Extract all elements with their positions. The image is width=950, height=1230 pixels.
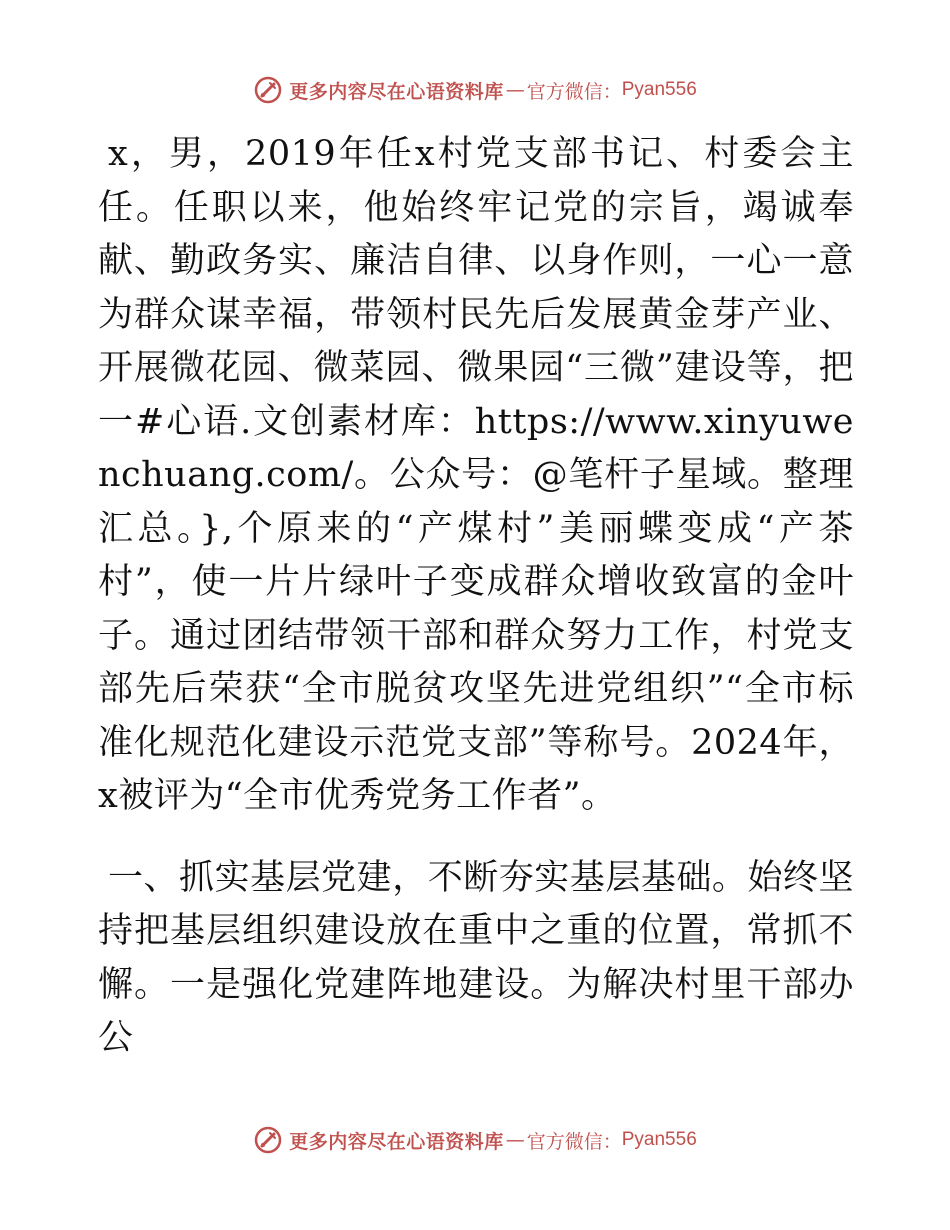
seal-logo-icon xyxy=(253,75,283,105)
paragraph-intro: x，男，2019年任x村党支部书记、村委会主任。任职以来，他始终牢记党的宗旨，竭诚奉献、勤政务实、廉洁自律、以身作则，一心一意为群众谋幸福，带领村民先后发展黄金芽产业、开展微花园、微菜园、微果园“三微”建设等，把一#心语.文创素材库：https://www.xinyuwenchuang.com/。公众号：@笔杆子星域。整理汇总。},个原来的“产煤村”美丽蝶变成“产茶村”，使一片片绿叶子变成群众增收致富的金叶子。通过团结带领干部和群众努力工作，村党支部先后荣获“全市脱贫攻坚先进党组织”“全市标准化规范化建设示范党支部”等称号。2024年，x被评为“全市优秀党务工作者”。 xyxy=(98,134,854,816)
banner-contact-handle: Pyan556 xyxy=(621,79,697,100)
footer-banner xyxy=(0,1120,950,1160)
banner-contact-handle: Pyan556 xyxy=(621,1129,697,1150)
banner-title: 更多内容尽在心语资料库 xyxy=(289,1130,504,1153)
banner-contact-label: 官方微信： xyxy=(526,1130,622,1153)
banner-separator: — xyxy=(505,1129,525,1151)
header-banner xyxy=(0,70,950,110)
banner-title: 更多内容尽在心语资料库 xyxy=(289,80,504,103)
paragraph-section-one: 一、抓实基层党建，不断夯实基层基础。始终坚持把基层组织建设放在重中之重的位置，常抓不懈。一是强化党建阵地建设。为解决村里干部办公 xyxy=(98,857,854,1058)
document-body xyxy=(98,128,854,1066)
banner-separator: — xyxy=(505,79,525,101)
seal-logo-icon xyxy=(253,1125,283,1155)
banner-contact-label: 官方微信： xyxy=(526,80,622,103)
